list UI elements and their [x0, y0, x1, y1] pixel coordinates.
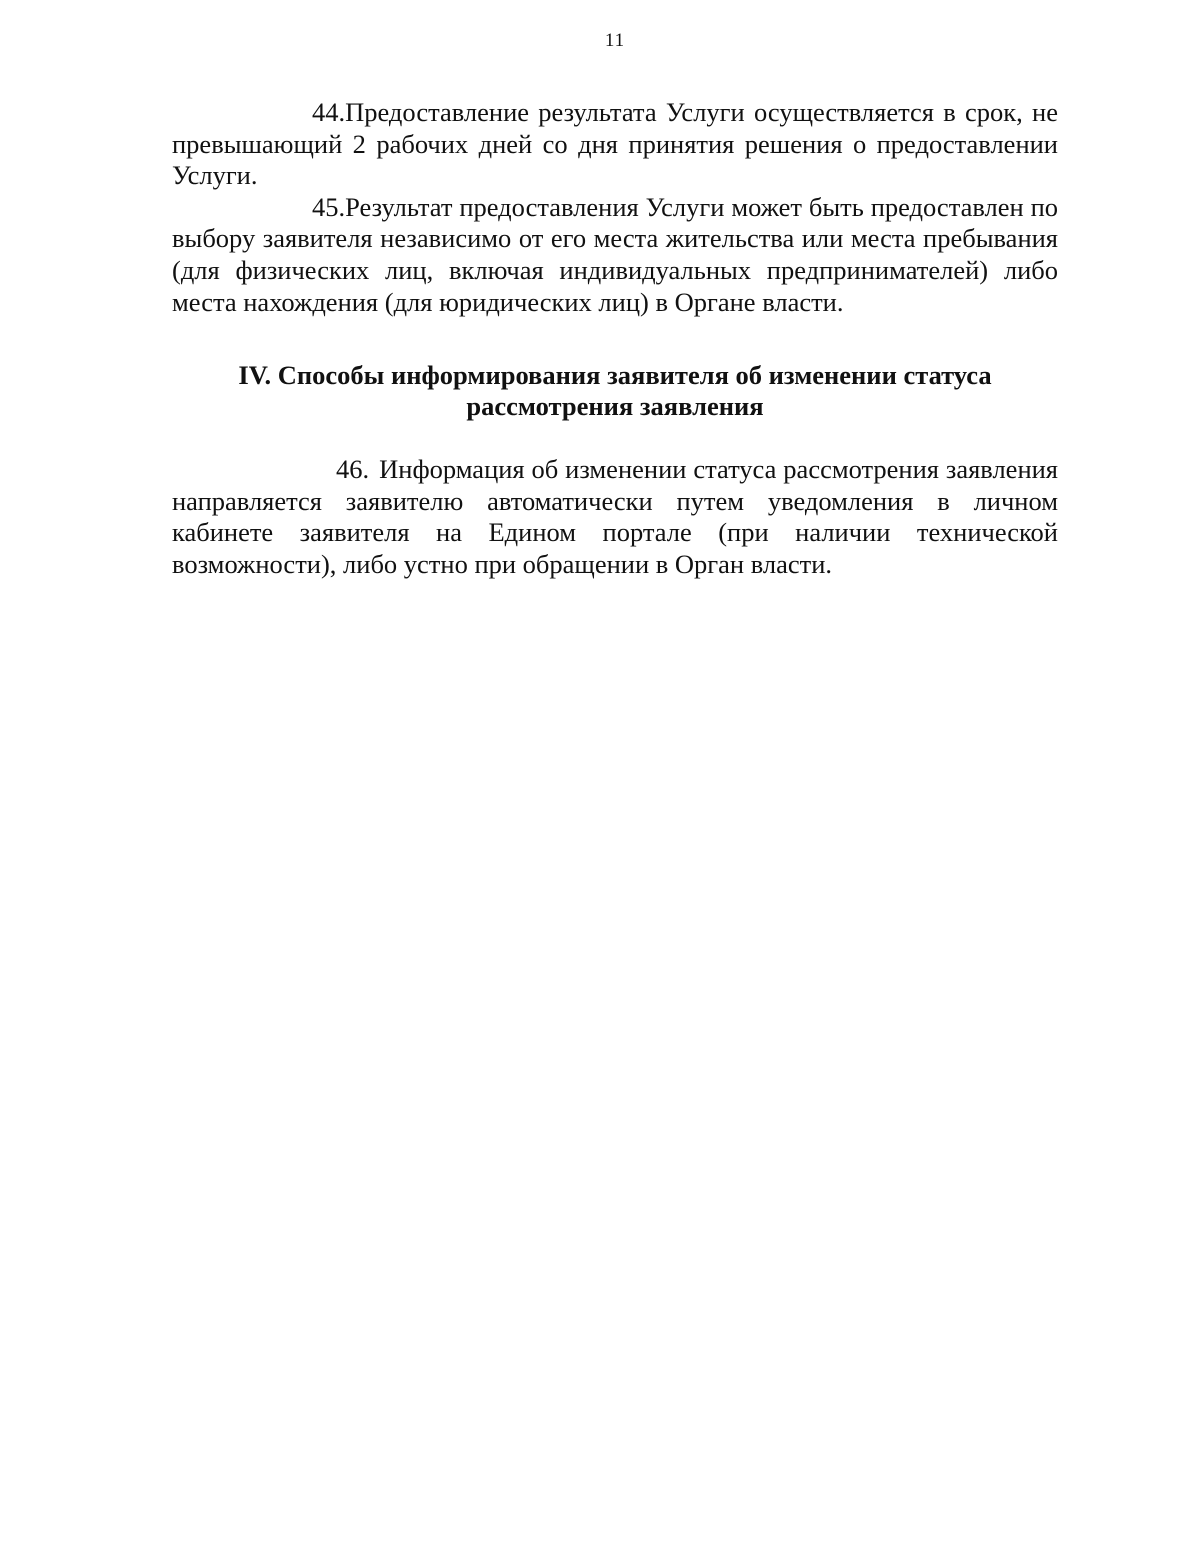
paragraph-46: [172, 454, 1058, 580]
paragraph-number: 46.: [336, 454, 370, 485]
section-heading-line-1: IV. Способы информирования заявителя об изменении статуса: [238, 360, 992, 391]
document-body: [172, 97, 1058, 581]
paragraph-44: [172, 97, 1058, 192]
page-number: 11: [604, 30, 626, 51]
paragraph-number: 45.: [312, 191, 346, 222]
paragraph-text: Предоставление результата Услуги осуществляется в срок, не превышающий 2 рабочих дней со дня принятия решения о предоставлении Услуги.: [172, 97, 1058, 191]
paragraph-number: 44.: [312, 97, 346, 127]
paragraph-text: Информация об изменении статуса рассмотрения заявления направляется заявителю автоматически путем уведомления в личном кабинете заявителя на Едином портале (при наличии технической возможности), либо устно при обращении в Орган власти.: [172, 454, 1058, 579]
paragraph-text: Результат предоставления Услуги может быть предоставлен по выбору заявителя независимо от его места жительства или места пребывания (для физических лиц, включая индивидуальных предпринимателей) либо места нахождения (для юридических лиц) в Органе власти.: [172, 191, 1058, 317]
paragraph-45: [172, 192, 1058, 318]
section-heading: [172, 360, 1058, 422]
section-heading-line-2: рассмотрения заявления: [466, 391, 764, 422]
